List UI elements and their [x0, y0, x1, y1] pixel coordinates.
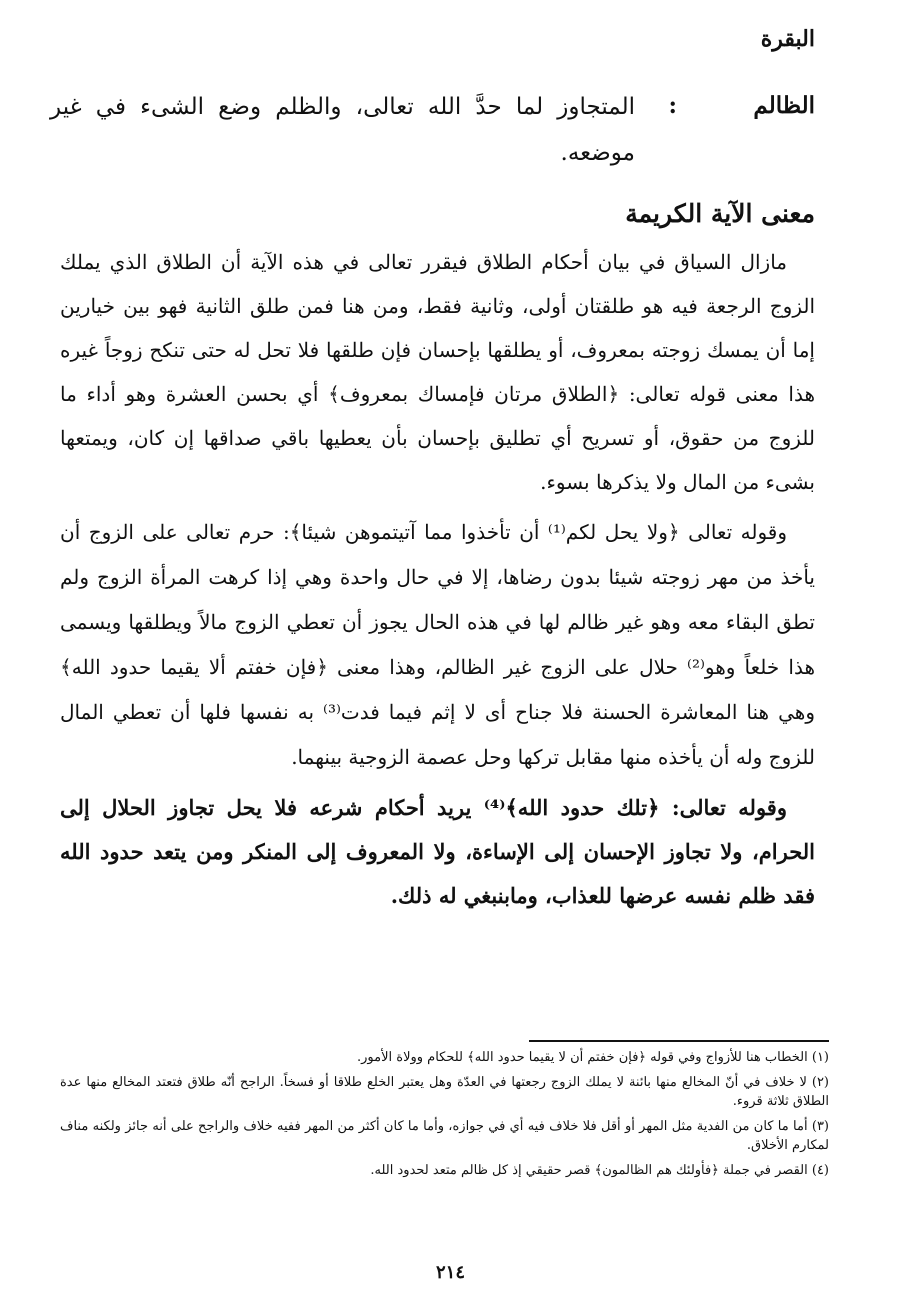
gloss-colon: :: [668, 92, 677, 119]
gloss-term: الظالم: [753, 92, 815, 119]
gloss-definition: المتجاوز لما حدَّ الله تعالى، والظلم وضع الشىء في غير موضعه.: [50, 94, 635, 166]
paragraph: وقوله تعالى ﴿ولا يحل لكم⁽¹⁾ أن تأخذوا مما آتيتموهن شيئا﴾: حرم تعالى على الزوج أن يأخذ من مهر زوجته شيئا بدون رضاها، إلا في حال واحدة وهي إذا كرهت المرأة الزوج ولم تطق البقاء معه وهو غير ظالم لها في هذه الحال يجوز أن تعطي الزوج مالاً ويطلقها ويسمى هذا خلعاً وهو⁽²⁾ حلال على الزوج غير الظالم، وهذا معنى ﴿فإن خفتم ألا يقيما حدود الله﴾ وهي هنا المعاشرة الحسنة فلا جناح أى لا إثم فيما فدت⁽³⁾ به نفسها فلها أن تعطي المال للزوج وله أن يأخذه منها مقابل تركها وحل عصمة الزوجية بينهما.: [60, 520, 815, 769]
footnote-separator: [529, 1040, 829, 1042]
footnote: (١) الخطاب هنا للأزواج وفي قوله ﴿فإن خفتم أن لا يقيما حدود الله﴾ للحكام وولاة الأمور.: [357, 1050, 829, 1065]
vocabulary-gloss: [50, 84, 815, 176]
footnote: (٢) لا خلاف في أنّ المخالع منها بائنة لا يملك الزوج رجعتها في العدّة وهل يعتبر الخلع طلاقا أو فسخاً. الراجح أنّه طلاق فتعتد المخالع منها عدة الطلاق ثلاثة قروء.: [60, 1075, 829, 1109]
page-number: ٢١٤: [435, 1262, 465, 1283]
main-text: [60, 240, 815, 924]
footnotes: [60, 1048, 829, 1186]
running-title: البقرة: [760, 26, 815, 52]
section-title: معنى الآية الكريمة: [625, 199, 815, 228]
paragraph: مازال السياق في بيان أحكام الطلاق فيقرر تعالى في هذه الآية أن الطلاق الذي يملك الزوج الرجعة فيه هو طلقتان أولى، وثانية فقط، ومن هنا فمن طلق الثانية فهو بين خيارين إما أن يمسك زوجته بمعروف، أو يطلقها بإحسان فإن طلقها فلا تحل له حتى تنكح زوجاً غيره هذا معنى قوله تعالى: ﴿الطلاق مرتان فإمساك بمعروف﴾ أي بحسن العشرة وهو أداء ما للزوج من حقوق، أو تسريح أي تطليق بإحسان بأن يعطيها باقي صداقها إن كان، ويمتعها بشىء من المال ولا يذكرها بسوء.: [60, 250, 815, 494]
paragraph: وقوله تعالى: ﴿تلك حدود الله﴾⁽⁴⁾ يريد أحكام شرعه فلا يحل تجاوز الحلال إلى الحرام، ولا تجاوز الإحسان إلى الإساءة، ولا المعروف إلى المنكر ومن يتعد حدود الله فقد ظلم نفسه عرضها للعذاب، ومابنبغي له ذلك.: [60, 795, 815, 908]
footnote: (٤) القصر في جملة ﴿فأولئك هم الظالمون﴾ قصر حقيقي إذ كل ظالم متعد لحدود الله.: [370, 1163, 829, 1178]
footnote: (٣) أما ما كان من الفدية مثل المهر أو أقل فلا خلاف فيه أي في جوازه، وأما ما كان أكثر من المهر ففيه خلاف والراجح على أنه جائز ولكنه مناف لمكارم الأخلاق.: [60, 1119, 829, 1153]
